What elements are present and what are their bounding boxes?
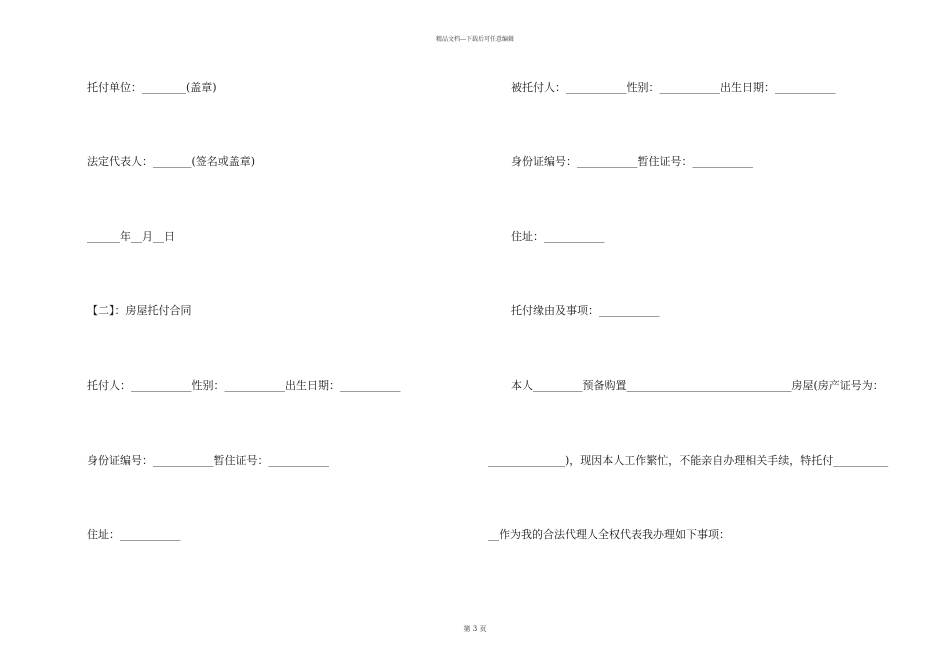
principal-info-line: 托付人：___________性别：___________出生日期：___________ — [87, 379, 401, 392]
legal-representative-line: 法定代表人：_______(签名或盖章) — [87, 155, 256, 168]
date-line: ______年__月__日 — [87, 230, 175, 243]
entrustment-reason-line: 托付缘由及事项：___________ — [511, 304, 660, 317]
section-heading: 【二】：房屋托付合同 — [87, 304, 192, 317]
agent-id-line: 身份证编号：___________暂住证号：___________ — [511, 155, 753, 168]
entrusting-unit-line: 托付单位：________(盖章) — [87, 81, 217, 94]
agent-address-line: 住址：___________ — [511, 230, 605, 243]
principal-address-line: 住址：___________ — [87, 528, 181, 541]
entrustment-statement-line: ______________)，现因本人工作繁忙，不能亲自办理相关手续，特托付__________ — [488, 454, 889, 467]
principal-id-line: 身份证编号：___________暂住证号：___________ — [87, 454, 329, 467]
purchase-statement-line: 本人_________预备购置______________________________房屋(房产证号为： — [511, 379, 884, 392]
agent-info-line: 被托付人：___________性别：___________出生日期：___________ — [511, 81, 836, 94]
page-number: 第 3 页 — [463, 625, 487, 633]
authorization-line: __作为我的合法代理人全权代表我办理如下事项： — [488, 528, 730, 541]
page-header: 精品文档---下载后可任意编辑 — [435, 36, 515, 43]
